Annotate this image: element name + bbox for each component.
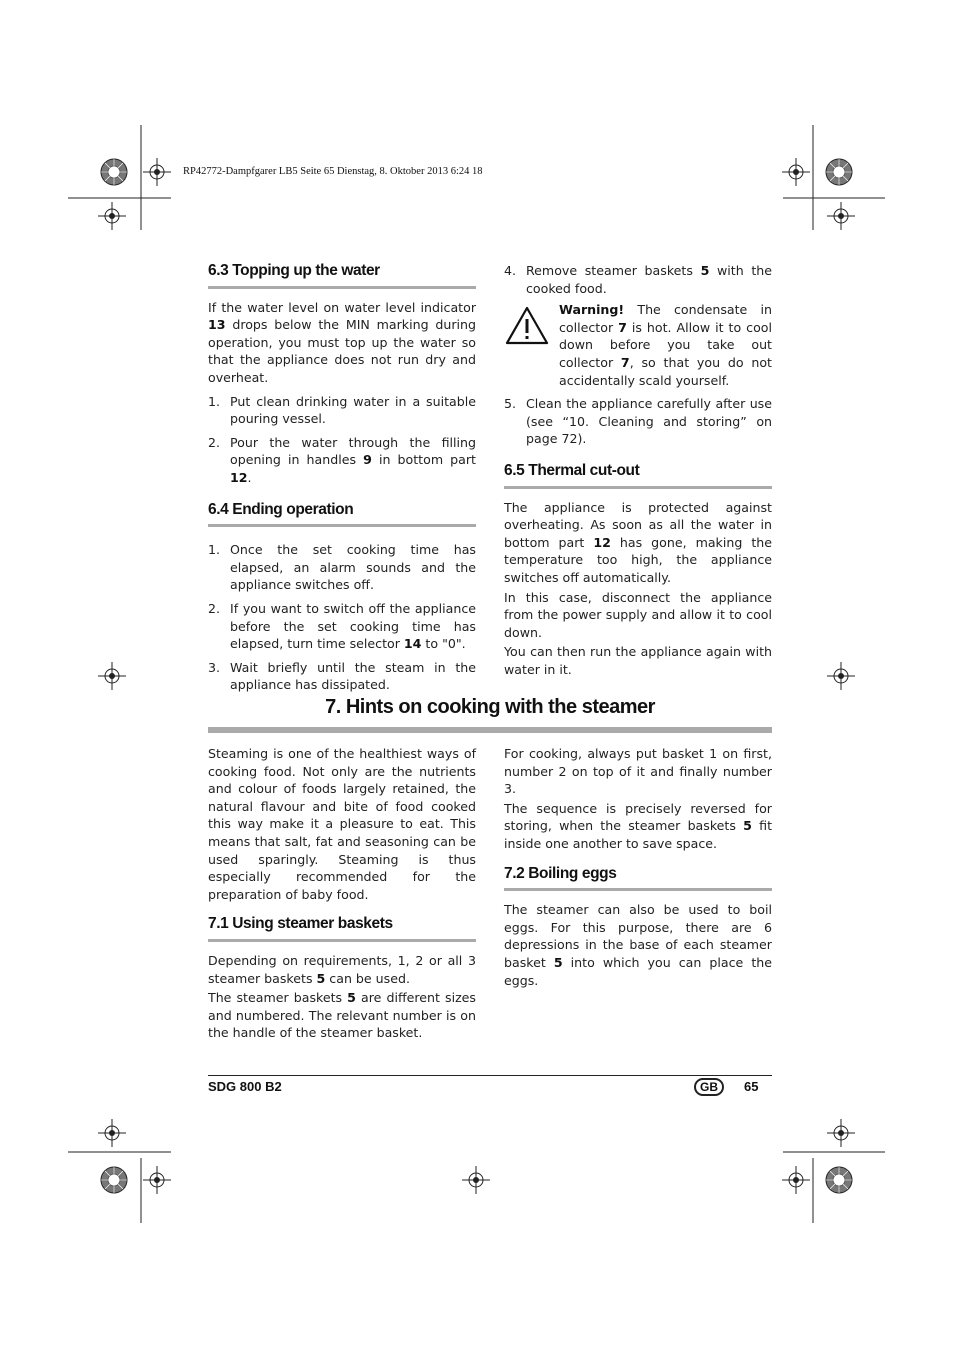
section-heading-6-4: 6.4 Ending operation — [208, 501, 476, 528]
registration-cross-icon — [98, 202, 126, 230]
right-column-top — [504, 262, 772, 678]
list-item: 5. Clean the appliance carefully after use (see “10. Cleaning and storing” on page 72). — [504, 396, 772, 447]
registration-cross-icon — [143, 1166, 171, 1194]
paragraph: In this case, disconnect the appliance from the power supply and allow it to cool down. — [504, 589, 772, 640]
right-column-bottom — [504, 745, 772, 989]
paragraph: For cooking, always put basket 1 on first, number 2 on top of it and finally number 3. — [504, 746, 772, 797]
section-heading-7-2: 7.2 Boiling eggs — [504, 865, 772, 892]
paragraph: The sequence is precisely reversed for storing, when the steamer baskets 5 fit inside one another to save space. — [504, 800, 773, 851]
registration-cross-icon — [827, 1119, 855, 1147]
warning-text: Warning! The condensate in collector 7 is hot. Allow it to cool down before you take out collector 7, so that you do not accidentally scald yourself. — [559, 302, 772, 388]
registration-cross-icon — [782, 1166, 810, 1194]
section-heading-7-1: 7.1 Using steamer baskets — [208, 915, 476, 942]
registration-disc-icon — [101, 1167, 127, 1193]
left-column-bottom — [208, 745, 476, 1042]
left-column-top — [208, 262, 476, 694]
section-heading-6-5: 6.5 Thermal cut-out — [504, 462, 772, 489]
paragraph: The steamer baskets 5 are different sizes and numbered. The relevant number is on the handle of the steamer basket. — [208, 990, 476, 1041]
paragraph: The appliance is protected against overheating. As soon as all the water in bottom part 12 has gone, making the temperature too high, the appliance switches off automatically. — [504, 499, 772, 585]
registration-disc-icon — [101, 159, 127, 185]
registration-disc-icon — [826, 159, 852, 185]
registration-disc-icon — [826, 1167, 852, 1193]
language-badge: GB — [694, 1078, 724, 1096]
footer-rule — [208, 1075, 772, 1076]
registration-cross-icon — [143, 158, 171, 186]
registration-cross-icon — [782, 158, 810, 186]
paragraph: You can then run the appliance again with water in it. — [504, 644, 772, 677]
paragraph: The steamer can also be used to boil eggs. For this purpose, there are 6 depressions in the base of each steamer basket 5 into which you can place the eggs. — [504, 902, 772, 988]
list-item: 1. Put clean drinking water in a suitable pouring vessel. — [208, 393, 476, 427]
chapter-heading: 7. Hints on cooking with the steamer — [325, 696, 655, 718]
page-number: 65 — [744, 1079, 759, 1094]
paragraph: Steaming is one of the healthiest ways of cooking food. Not only are the nutrients and colour of foods largely retained, the natural flavour and bite of food cooked this way make it a pleasure to eat. This means that salt, fat and seasoning can be used sparingly. Steaming is thus especially recommended for the preparation of baby food. — [208, 746, 476, 902]
list-item: 1. Once the set cooking time has elapsed, an alarm sounds and the appliance switches off. — [208, 542, 476, 593]
warning-box — [504, 301, 772, 389]
registration-cross-icon — [462, 1166, 490, 1194]
registration-cross-icon — [827, 662, 855, 690]
registration-cross-icon — [98, 1119, 126, 1147]
warning-triangle-icon — [505, 305, 549, 345]
registration-cross-icon — [98, 662, 126, 690]
footer-model: SDG 800 B2 — [208, 1079, 282, 1094]
list-item: 2. Pour the water through the filling opening in handles 9 in bottom part 12. — [208, 434, 476, 485]
chapter-rule — [208, 727, 772, 733]
list-item: 4. Remove steamer baskets 5 with the cooked food. — [504, 263, 772, 296]
section-heading-6-3: 6.3 Topping up the water — [208, 262, 476, 289]
registration-cross-icon — [827, 202, 855, 230]
list-item: 3. Wait briefly until the steam in the appliance has dissipated. — [208, 659, 476, 693]
paragraph: If the water level on water level indicator 13 drops below the MIN marking during operation, you must top up the water so that the appliance does not run dry and overheat. — [208, 299, 476, 385]
warning-label: Warning! — [559, 302, 625, 318]
list-item: 2. If you want to switch off the appliance before the set cooking time has elapsed, turn time selector 14 to "0". — [208, 600, 476, 652]
print-header: RP42772-Dampfgarer LB5 Seite 65 Dienstag, 8. Oktober 2013 6:24 18 — [183, 166, 483, 177]
paragraph: Depending on requirements, 1, 2 or all 3 steamer baskets 5 can be used. — [208, 952, 476, 986]
